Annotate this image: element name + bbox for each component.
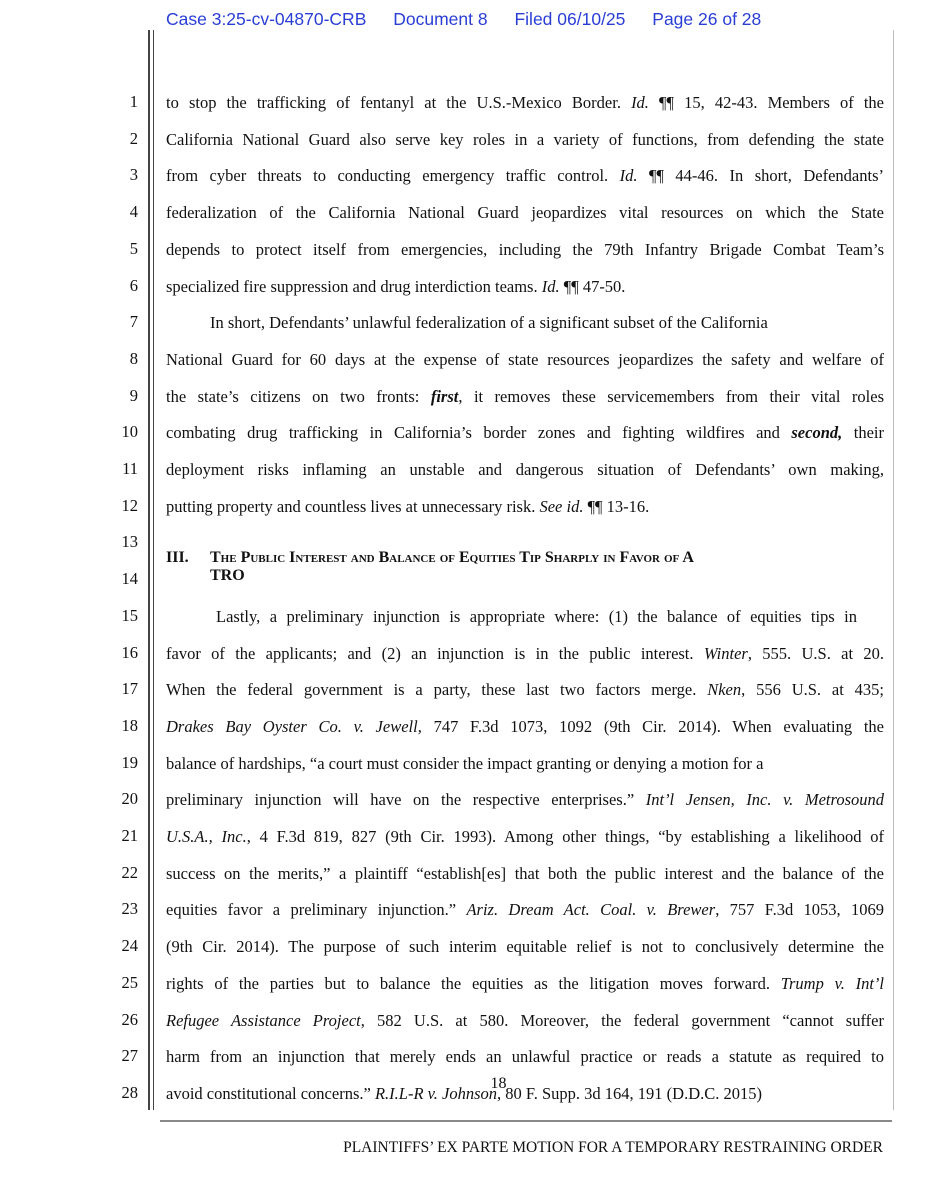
line-number: 12 [121, 495, 138, 515]
line-number: 19 [121, 752, 138, 772]
line-number: 8 [129, 348, 138, 368]
line-number: 21 [121, 826, 138, 845]
line-text: their [842, 423, 884, 443]
text-line [166, 93, 884, 113]
line-number: 1 [129, 92, 138, 111]
filed-date: Filed 06/10/25 [514, 9, 626, 29]
citation-text: Int’l Jensen, Inc. v. Metrosound [645, 790, 884, 810]
citation-text: Id. [541, 276, 560, 296]
citation-text: Nken [707, 680, 742, 700]
citation-text: R.I.L-R v. Johnson [374, 1083, 497, 1103]
citation-text: first [430, 386, 459, 406]
footer-rule [160, 1120, 892, 1122]
text-line [166, 277, 884, 297]
line-text: success on the merits,” a plaintiff “establish[es] that both the public interest and the balance of the [166, 863, 884, 883]
line-text: equities favor a preliminary injunction.” [166, 900, 467, 920]
line-number: 13 [121, 532, 138, 552]
page-number: 18 [490, 1075, 507, 1092]
text-line [166, 754, 884, 774]
text-line [210, 313, 884, 333]
line-number: 28 [121, 1082, 138, 1102]
left-margin-rule-inner [153, 30, 154, 1110]
line-number: 2 [129, 128, 138, 148]
citation-text: Ariz. Dream Act. Coal. v. Brewer [466, 900, 716, 920]
section-heading-line-1: The Public Interest and Balance of Equities Tip Sharply in Favor of A [210, 549, 694, 566]
text-line [166, 900, 884, 920]
line-text: rights of the parties but to balance the equities as the litigation moves forward. [166, 973, 781, 993]
text-line [166, 1047, 884, 1067]
text-line [166, 497, 884, 517]
line-text: ¶¶ 44-46. In short, Defendants’ [637, 166, 884, 186]
text-line [166, 240, 884, 260]
line-number: 23 [121, 899, 138, 919]
document-number: Document 8 [393, 9, 488, 29]
text-line [166, 1011, 884, 1031]
text-line [166, 680, 884, 700]
citation-text: Trump v. Int’l [780, 973, 884, 993]
text-line [216, 607, 857, 627]
line-text: deployment risks inflaming an unstable and dangerous situation of Defendants’ own making, [166, 460, 884, 479]
line-number: 7 [129, 312, 138, 332]
line-text: federalization of the California National Guard jeopardizes vital resources on which the State [166, 203, 884, 223]
line-number: 27 [121, 1046, 138, 1066]
citation-text: Id. [631, 93, 649, 112]
section-heading-line-2: TRO [210, 567, 245, 584]
line-text: ¶¶ 13-16. [583, 496, 650, 516]
left-margin-rule [148, 30, 150, 1110]
line-text: 747 F.3d 1073, 1092 (9th Cir. 2014). When evaluating the [421, 716, 884, 736]
line-text: , 757 F.3d 1053, 1069 [715, 900, 884, 920]
line-text: In short, Defendants’ unlawful federalization of a significant subset of the California [210, 313, 768, 333]
text-line [166, 460, 884, 480]
line-number: 26 [121, 1009, 138, 1029]
section-heading-cont [210, 566, 245, 586]
text-line [166, 387, 884, 407]
citation-text: See id. [539, 496, 584, 516]
citation-text: U.S.A., Inc. [166, 827, 247, 846]
line-number: 5 [129, 238, 138, 258]
line-number: 22 [121, 862, 138, 882]
text-line [166, 166, 884, 186]
footer-title: PLAINTIFFS’ EX PARTE MOTION FOR A TEMPORARY RESTRAINING ORDER [343, 1139, 883, 1156]
text-line [166, 423, 884, 443]
text-line [166, 827, 884, 847]
citation-text: Refugee Assistance Project [166, 1010, 361, 1030]
line-text: balance of hardships, “a court must consider the impact granting or denying a motion for a [166, 753, 764, 773]
line-text: , 555. U.S. at 20. [747, 643, 885, 663]
line-text: , it removes these servicemembers from their vital roles [458, 386, 884, 406]
line-text: National Guard for 60 days at the expense of state resources jeopardizes the safety and welfare of [166, 349, 884, 369]
line-text: , 80 F. Supp. 3d 164, 191 (D.D.C. 2015) [497, 1083, 762, 1103]
line-text: depends to protect itself from emergencies, including the 79th Infantry Brigade Combat Team’s [166, 239, 884, 259]
line-number: 11 [122, 459, 138, 478]
section-heading [166, 548, 694, 568]
line-number: 15 [121, 605, 138, 625]
line-text: from cyber threats to conducting emergency traffic control. [166, 166, 620, 186]
text-line [166, 644, 884, 664]
text-line [166, 717, 884, 737]
line-text: (9th Cir. 2014). The purpose of such interim equitable relief is not to conclusively determine the [166, 937, 884, 957]
text-line [166, 350, 884, 370]
line-number: 14 [121, 569, 138, 589]
line-number: 18 [121, 715, 138, 735]
line-number: 4 [129, 202, 138, 222]
line-text: combating drug trafficking in California’s border zones and fighting wildfires and [166, 423, 792, 443]
case-header [166, 9, 783, 30]
citation-text: Drakes Bay Oyster Co. v. Jewell, [166, 716, 422, 736]
line-text: California National Guard also serve key roles in a variety of functions, from defending the state [166, 129, 884, 149]
line-number: 9 [129, 385, 138, 405]
citation-text: Winter [703, 643, 748, 663]
line-number: 16 [121, 642, 138, 662]
case-number: Case 3:25-cv-04870-CRB [166, 9, 367, 29]
text-line [166, 130, 884, 150]
line-text: specialized fire suppression and drug interdiction teams. [166, 276, 542, 296]
line-text: , 556 U.S. at 435; [741, 680, 885, 700]
text-line [166, 974, 884, 994]
line-text: , 582 U.S. at 580. Moreover, the federal government “cannot suffer [360, 1010, 884, 1030]
line-number: 24 [121, 936, 138, 956]
line-text: ¶¶ 15, 42-43. Members of the [648, 93, 885, 112]
line-number: 6 [129, 275, 138, 295]
line-text: Lastly, a preliminary injunction is appropriate where: (1) the balance of equities tips in [216, 606, 857, 626]
line-number: 25 [121, 972, 138, 992]
line-number: 3 [129, 165, 138, 185]
line-text: avoid constitutional concerns.” [166, 1083, 375, 1103]
line-text: putting property and countless lives at unnecessary risk. [166, 496, 540, 516]
citation-text: second, [791, 423, 843, 443]
line-text: harm from an injunction that merely ends an unlawful practice or reads a statute as required to [166, 1047, 884, 1067]
line-text: favor of the applicants; and (2) an injunction is in the public interest. [166, 643, 704, 663]
text-line [166, 864, 884, 884]
line-text: , 4 F.3d 819, 827 (9th Cir. 1993). Among other things, “by establishing a likelihood of [246, 827, 884, 846]
text-line [166, 937, 884, 957]
line-text: the state’s citizens on two fronts: [166, 386, 431, 406]
section-number: III. [166, 549, 189, 566]
right-margin-rule [893, 30, 894, 1110]
line-text: preliminary injunction will have on the respective enterprises.” [166, 790, 646, 810]
citation-text: Id. [619, 166, 638, 186]
page-count: Page 26 of 28 [652, 9, 762, 29]
line-number: 10 [121, 422, 138, 442]
line-text: to stop the trafficking of fentanyl at the U.S.-Mexico Border. [166, 93, 632, 112]
line-number: 17 [121, 679, 138, 699]
line-text: When the federal government is a party, these last two factors merge. [166, 680, 708, 700]
text-line [166, 203, 884, 223]
line-text: ¶¶ 47-50. [559, 276, 626, 296]
text-line [166, 790, 884, 810]
line-number: 20 [121, 789, 138, 809]
